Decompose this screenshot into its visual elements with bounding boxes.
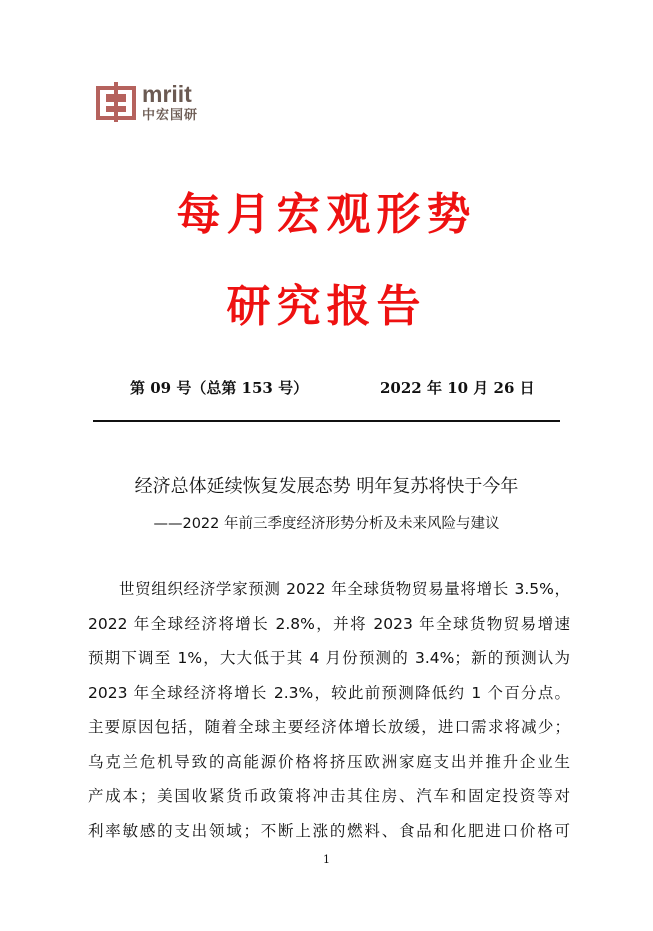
- body-line: 世贸组织经济学家预测 2022 年全球货物贸易量将增长 3.5%，: [119, 580, 570, 598]
- article-subheading: ——2022 年前三季度经济形势分析及未来风险与建议: [153, 516, 500, 532]
- body-line: 主要原因包括，随着全球主要经济体增长放缓，进口需求将减少；: [88, 718, 570, 736]
- logo-english-text: mriit: [142, 80, 192, 107]
- body-line: 利率敏感的支出领域；不断上涨的燃料、食品和化肥进口价格可: [88, 821, 570, 840]
- issue-number: 第 09 号（总第 153 号）: [130, 379, 309, 397]
- mriit-logo: [96, 80, 198, 124]
- body-line: 产成本；美国收紧货币政策将冲击其住房、汽车和固定投资等对: [88, 787, 570, 805]
- body-line: 预期下调至 1%，大大低于其 4 月份预测的 3.4%；新的预测认为: [88, 649, 570, 667]
- report-title-line1: 每月宏观形势: [176, 189, 477, 240]
- article-body: [88, 572, 570, 848]
- article-heading: 经济总体延续恢复发展态势 明年复苏将快于今年: [134, 476, 519, 497]
- mriit-logo-mark-icon: [96, 82, 136, 122]
- body-line: 2023 年全球经济将增长 2.3%，较此前预测降低约 1 个百分点。: [88, 683, 570, 702]
- body-line: 2022 年全球经济将增长 2.8%，并将 2023 年全球货物贸易增速: [88, 614, 570, 633]
- header-divider: [93, 420, 560, 422]
- issue-date: 2022 年 10 月 26 日: [380, 379, 535, 397]
- report-title-line2: 研究报告: [226, 281, 427, 332]
- body-line: 乌克兰危机导致的高能源价格将挤压欧洲家庭支出并推升企业生: [88, 752, 570, 771]
- logo-chinese-text: 中宏国研: [142, 107, 199, 123]
- page-number: 1: [323, 853, 330, 866]
